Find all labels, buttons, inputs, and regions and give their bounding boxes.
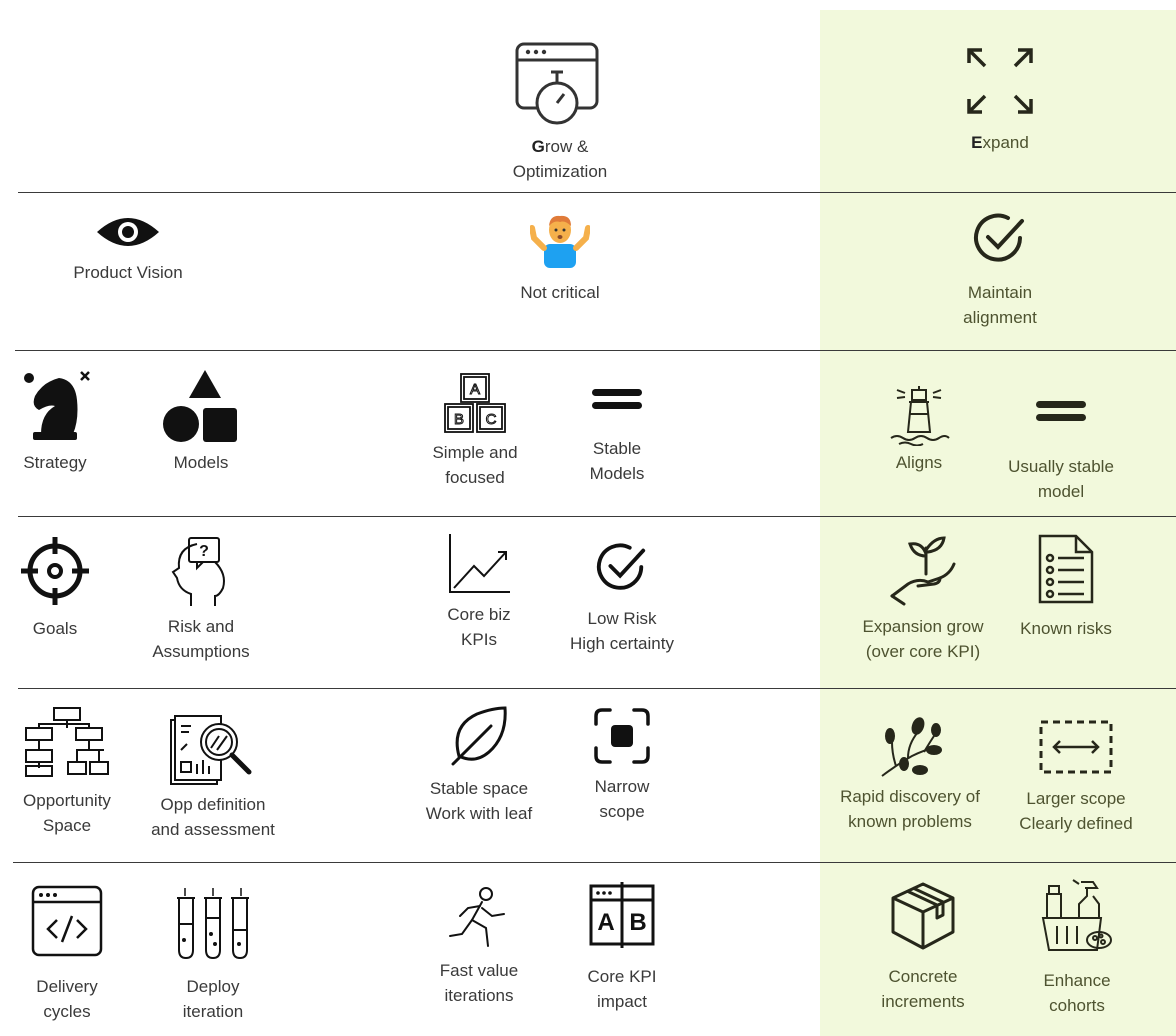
maintain-alignment-cell: Maintain alignment: [930, 210, 1070, 330]
aligns-cell: Aligns: [870, 384, 968, 475]
delivery-cycles-cell: Delivery cycles: [10, 884, 124, 1024]
deploy-iteration-cell: Deploy iteration: [158, 884, 268, 1024]
goals-cell: Goals: [0, 536, 110, 641]
strategy-cell: Strategy: [0, 370, 110, 475]
opportunity-space-cell: Opportunity Space: [10, 706, 124, 838]
browser-stopwatch-icon: [515, 42, 605, 132]
usually-stable-model-cell: Usually stable model: [998, 398, 1124, 504]
branch-leaves-icon: [878, 714, 942, 778]
svg-text:?: ?: [199, 543, 209, 560]
row-divider: [15, 350, 1176, 351]
enhance-cohorts-cell: Enhance cohorts: [1022, 878, 1132, 1018]
running-person-icon: [446, 884, 512, 950]
larger-scope-cell: Larger scope Clearly defined: [1010, 718, 1142, 836]
svg-text:A: A: [597, 909, 615, 936]
expansion-grow-cell: Expansion grow (over core KPI): [850, 534, 996, 664]
concrete-increments-cell: Concrete increments: [868, 882, 978, 1014]
known-risks-cell: Known risks: [1010, 532, 1122, 641]
head-question-icon: [171, 534, 231, 608]
row-divider: [18, 192, 1176, 193]
expand-header: Expand: [930, 46, 1070, 155]
stable-models-cell: Stable Models: [562, 386, 672, 486]
simple-focused-cell: A B C Simple and focused: [420, 372, 530, 490]
lighthouse-icon: [887, 384, 951, 446]
check-circle-icon: [595, 540, 649, 594]
svg-text:B: B: [453, 411, 465, 428]
test-tubes-icon: [175, 884, 251, 960]
narrow-scope-cell: Narrow scope: [566, 708, 678, 824]
document-list-icon: [1036, 532, 1096, 606]
models-cell: Models: [146, 370, 256, 475]
svg-text:B: B: [629, 909, 647, 936]
org-chart-icon: [24, 706, 110, 778]
check-circle-icon: [972, 210, 1028, 266]
low-risk-cell: Low Risk High certainty: [556, 540, 688, 656]
vision-cell: Product Vision: [48, 212, 208, 285]
fast-value-cell: Fast value iterations: [424, 884, 534, 1008]
row-divider: [13, 862, 1176, 863]
row-divider: [18, 516, 1176, 517]
svg-text:A: A: [469, 381, 481, 398]
code-window-icon: [30, 884, 104, 958]
not-critical-cell: Not critical: [480, 214, 640, 305]
svg-text:C: C: [485, 411, 497, 428]
opp-definition-cell: Opp definition and assessment: [140, 710, 286, 842]
magnifier-analysis-icon: [169, 710, 257, 788]
focus-square-icon: [594, 708, 650, 764]
line-chart-icon: [446, 532, 512, 596]
target-icon: [20, 536, 90, 606]
ab-test-icon: [588, 880, 656, 950]
core-biz-kpis-cell: Core biz KPIs: [424, 532, 534, 652]
expand-arrows-icon: [965, 46, 1035, 116]
grow-optimization-header: Grow & Optimization: [480, 42, 640, 184]
person-shrugging-icon: [530, 214, 590, 268]
hand-sprout-icon: [888, 534, 958, 606]
leaf-icon: [449, 706, 509, 766]
rapid-discovery-cell: Rapid discovery of known problems: [830, 714, 990, 834]
eye-icon: [95, 212, 161, 252]
chess-knight-icon: [19, 370, 91, 442]
abc-blocks-icon: [443, 372, 507, 434]
shapes-icon: [163, 370, 239, 442]
equals-icon: [1035, 398, 1087, 424]
core-kpi-impact-cell: A B Core KPI impact: [566, 880, 678, 1014]
equals-icon: [591, 386, 643, 412]
package-box-icon: [891, 882, 955, 952]
risk-assumptions-cell: ? Risk and Assumptions: [146, 534, 256, 664]
cleaning-bucket-icon: [1041, 878, 1113, 952]
stable-space-cell: Stable space Work with leaf: [412, 706, 546, 826]
dashed-box-arrow-icon: [1038, 718, 1114, 776]
row-divider: [18, 688, 1176, 689]
